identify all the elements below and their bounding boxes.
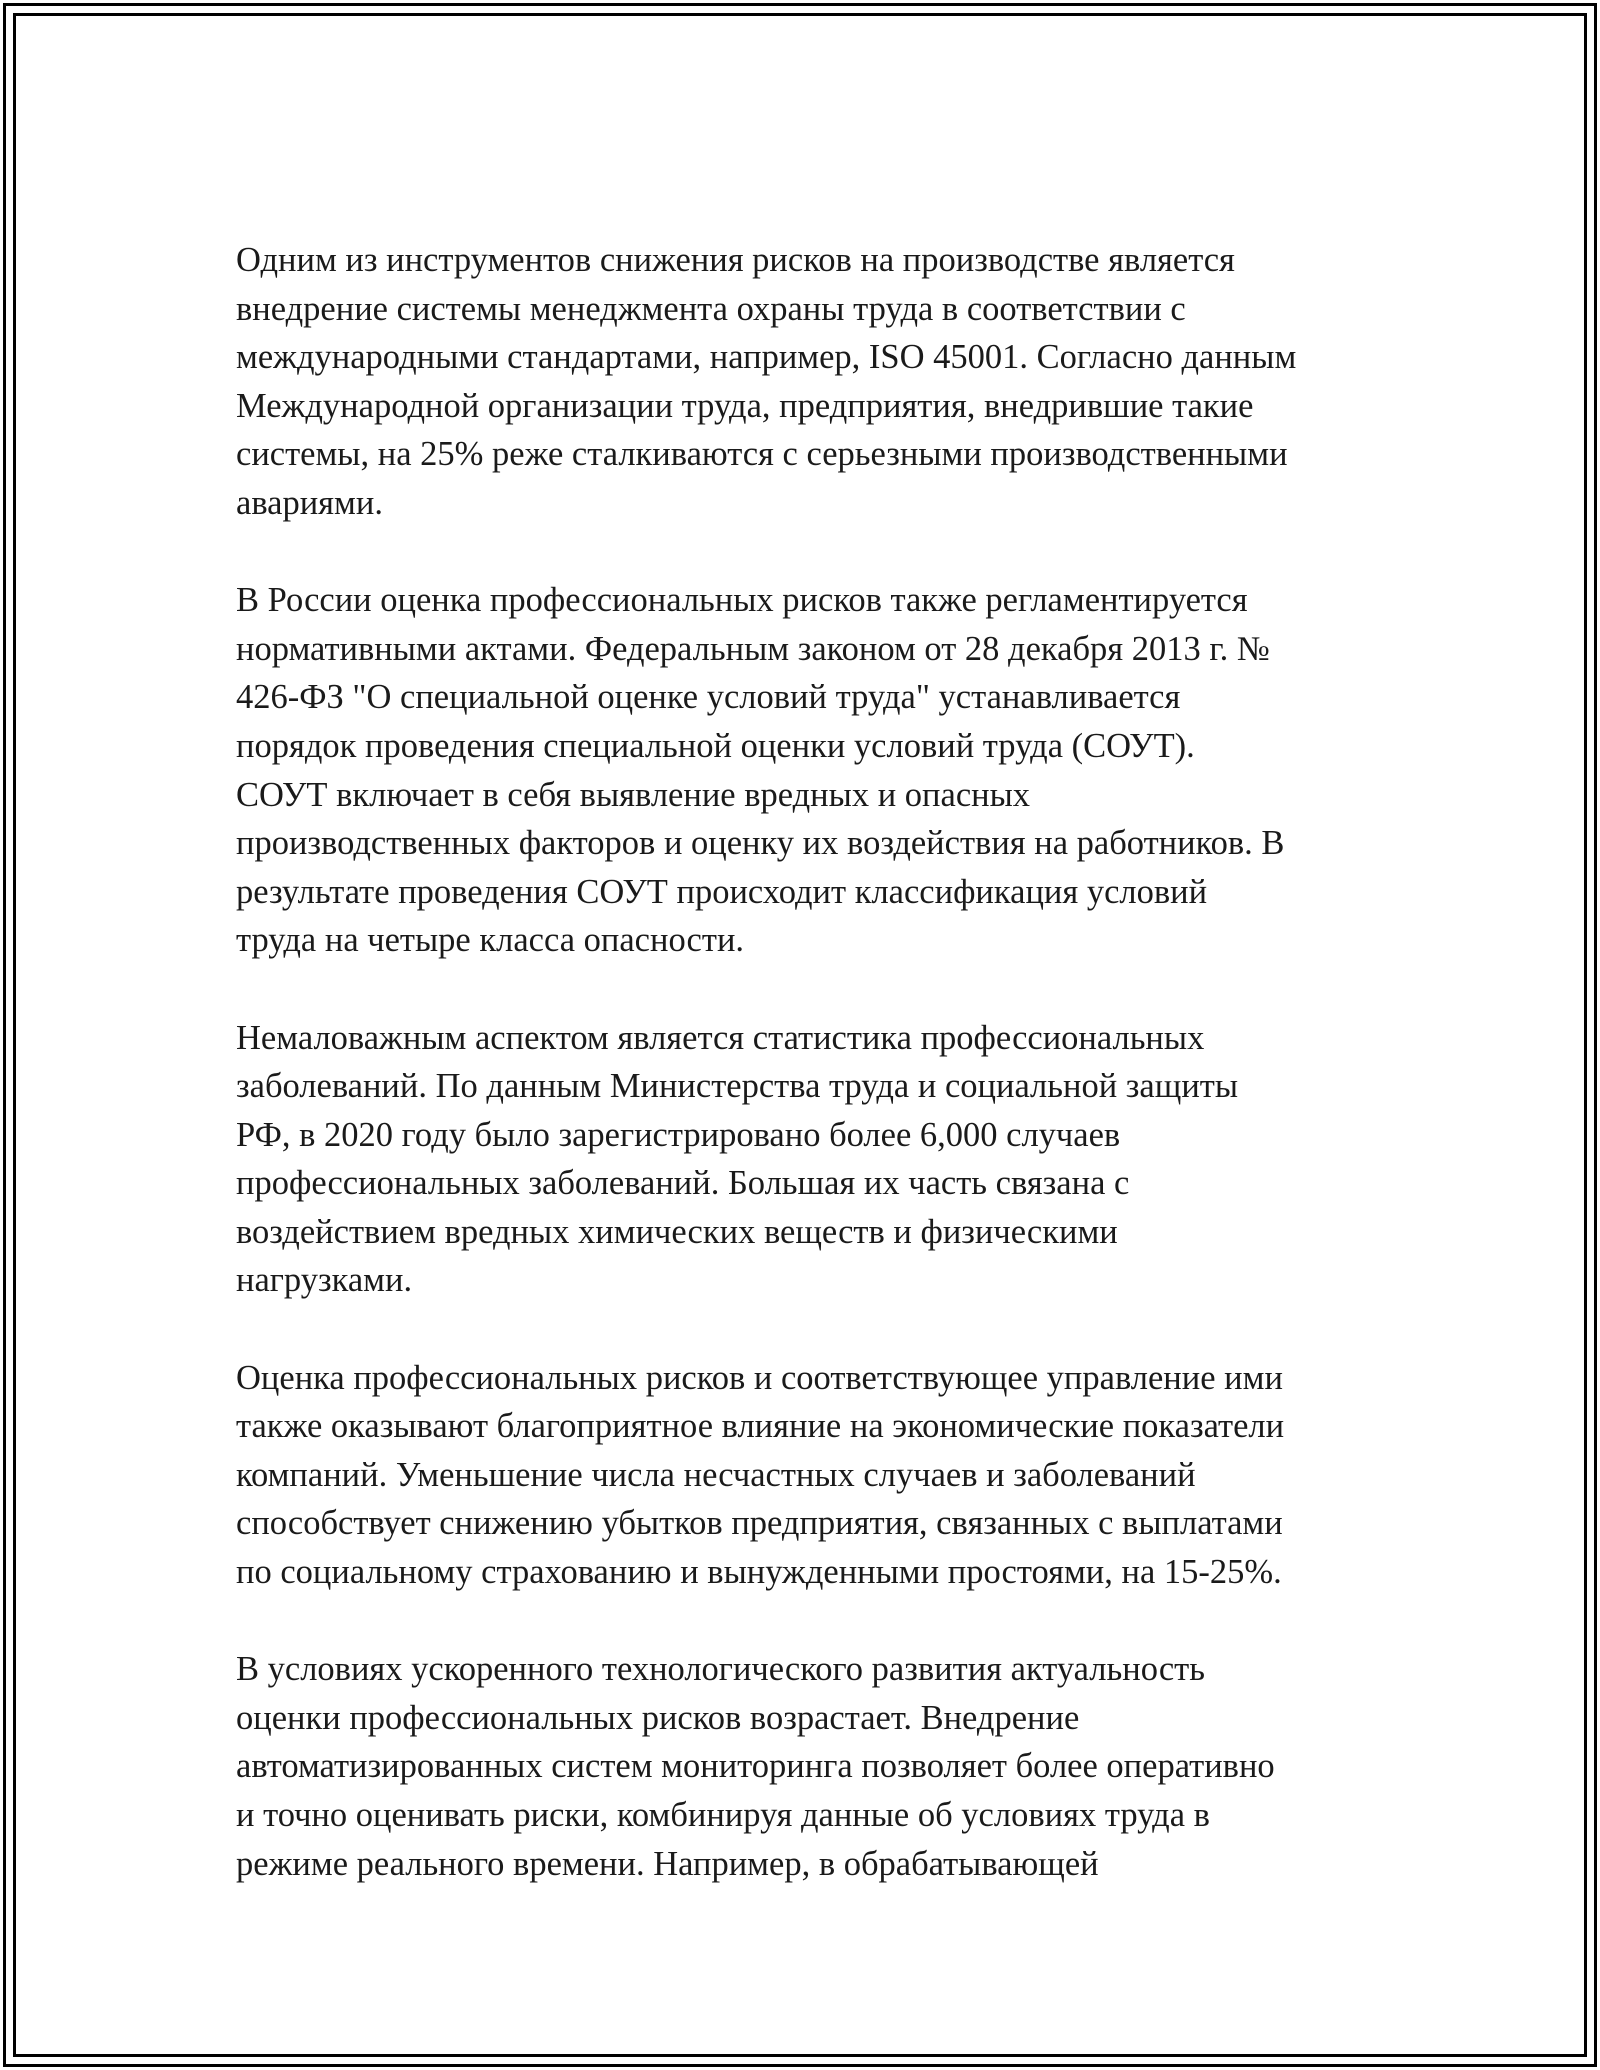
text-line: Немаловажным аспектом является статистика профессиональных bbox=[236, 1018, 1205, 1057]
document-body bbox=[236, 236, 1386, 1937]
text-line: внедрение системы менеджмента охраны труда в соответствии с bbox=[236, 289, 1186, 328]
paragraph-economic-impact bbox=[236, 1354, 1386, 1597]
text-line: порядок проведения специальной оценки условий труда (СОУТ). bbox=[236, 726, 1195, 765]
paragraph-occupational-disease-stats bbox=[236, 1014, 1386, 1306]
text-line: оценки профессиональных рисков возрастает. Внедрение bbox=[236, 1698, 1080, 1737]
text-line: В России оценка профессиональных рисков также регламентируется bbox=[236, 581, 1248, 620]
text-line: 426-ФЗ "О специальной оценке условий труда" устанавливается bbox=[236, 678, 1181, 717]
text-line: международными стандартами, например, ISO 45001. Согласно данным bbox=[236, 338, 1297, 377]
text-line: компаний. Уменьшение числа несчастных случаев и заболеваний bbox=[236, 1455, 1196, 1494]
paragraph-iso-45001 bbox=[236, 236, 1386, 528]
text-line: Оценка профессиональных рисков и соответствующее управление ими bbox=[236, 1358, 1283, 1397]
text-line: также оказывают благоприятное влияние на экономические показатели bbox=[236, 1407, 1285, 1446]
text-line: системы, на 25% реже сталкиваются с серьезными производственными bbox=[236, 435, 1288, 474]
text-line: СОУТ включает в себя выявление вредных и опасных bbox=[236, 775, 1031, 814]
text-line: производственных факторов и оценку их воздействия на работников. В bbox=[236, 824, 1285, 863]
text-line: РФ, в 2020 году было зарегистрировано более 6,000 случаев bbox=[236, 1115, 1121, 1154]
text-line: профессиональных заболеваний. Большая их часть связана с bbox=[236, 1164, 1130, 1203]
text-line: и точно оценивать риски, комбинируя данные об условиях труда в bbox=[236, 1796, 1210, 1834]
text-line: способствует снижению убытков предприятия, связанных с выплатами bbox=[236, 1504, 1283, 1543]
text-line: заболеваний. По данным Министерства труда и социальной защиты bbox=[236, 1067, 1239, 1106]
paragraph-sout-regulation bbox=[236, 576, 1386, 965]
text-line: Международной организации труда, предприятия, внедрившие такие bbox=[236, 386, 1254, 425]
text-line: по социальному страхованию и вынужденными простоями, на 15-25%. bbox=[236, 1553, 1282, 1592]
text-line: автоматизированных систем мониторинга позволяет более оперативно bbox=[236, 1747, 1275, 1786]
text-line: результате проведения СОУТ происходит классификация условий bbox=[236, 872, 1208, 911]
text-line: воздействием вредных химических веществ и физическими bbox=[236, 1212, 1118, 1251]
text-line: нормативными актами. Федеральным законом от 28 декабря 2013 г. № bbox=[236, 629, 1270, 668]
text-line: труда на четыре класса опасности. bbox=[236, 921, 745, 960]
text-line: Одним из инструментов снижения рисков на производстве является bbox=[236, 241, 1235, 279]
text-line: нагрузками. bbox=[236, 1261, 413, 1300]
text-line: авариями. bbox=[236, 483, 383, 522]
text-line: В условиях ускоренного технологического развития актуальность bbox=[236, 1650, 1205, 1689]
text-line: режиме реального времени. Например, в обрабатывающей bbox=[236, 1844, 1099, 1883]
paragraph-automated-monitoring bbox=[236, 1645, 1386, 1888]
